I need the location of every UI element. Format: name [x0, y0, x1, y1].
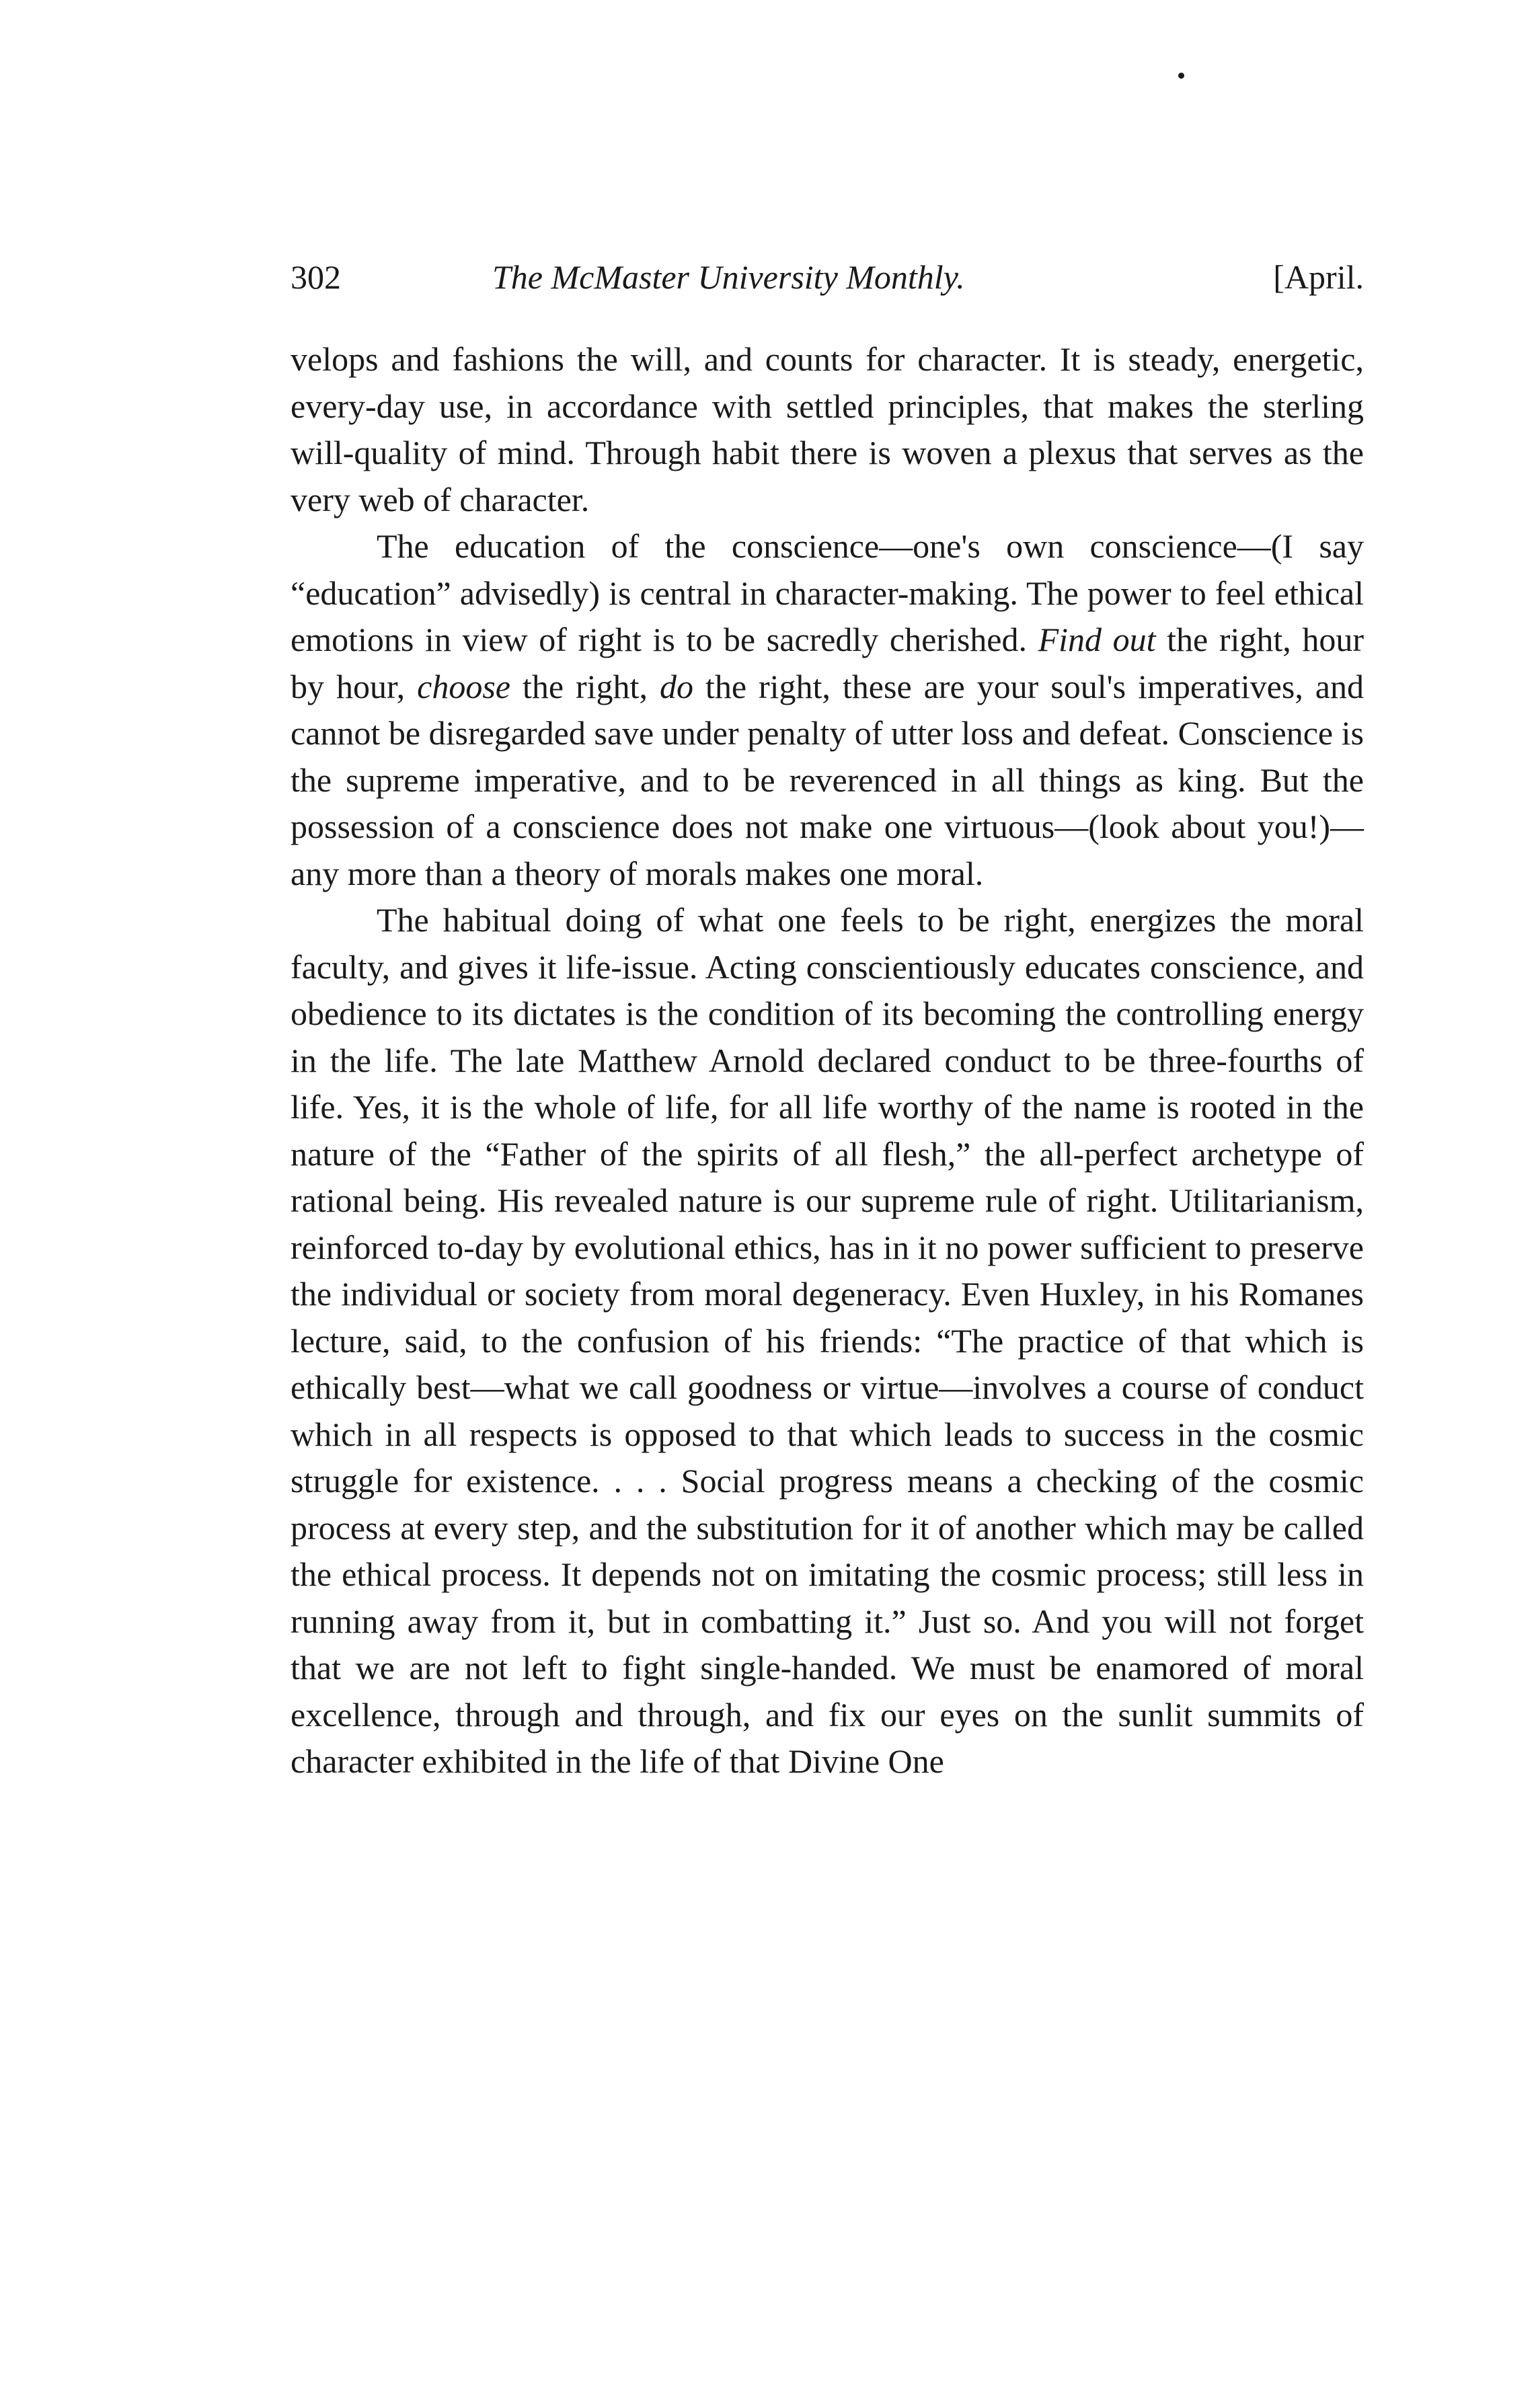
paragraph-2 [291, 523, 1364, 897]
paragraph-1: velops and fashions the will, and counts for character. It is steady, energetic, every-day use, in accordance with settled principles, that makes the sterling will-quality of mind. Through habit there is woven a plexus that serves as the very web of character. [291, 340, 1364, 518]
print-speck [1178, 73, 1184, 79]
journal-title: The McMaster University Monthly. [492, 258, 965, 296]
emphasis-find-out: Find out [1038, 621, 1156, 658]
issue-month: [April. [1273, 258, 1364, 296]
emphasis-do: do [659, 667, 693, 705]
paragraph-3: The habitual doing of what one feels to be right, energizes the moral faculty, and gives it life-issue. Acting conscientiously educates conscience, and obedience to its dictates is the condition of its becoming the controlling energy in the life. The late Matthew Arnold declared conduct to be three-fourths of life. Yes, it is the whole of life, for all life worthy of the name is rooted in the nature of the “Father of the spirits of all flesh,” the all-perfect archetype of rational being. His revealed nature is our supreme rule of right. Utilitarianism, reinforced to-day by evolutional ethics, has in it no power sufficient to preserve the individual or society from moral degeneracy. Even Huxley, in his Romanes lecture, said, to the confusion of his friends: “The practice of that which is ethically best—what we call goodness or virtue—involves a course of conduct which in all respects is opposed to that which leads to success in the cosmic struggle for existence. . . . Social progress means a checking of the cosmic process at every step, and the substitution for it of another which may be called the ethical process. It depends not on imitating the cosmic process; still less in running away from it, but in combatting it.” Just so. And you will not forget that we are not left to fight single-handed. We must be enamored of moral excellence, through and through, and fix our eyes on the sunlit summits of character exhibited in the life of that Divine One [291, 901, 1364, 1780]
paragraph-2-text-3: the right, [522, 667, 648, 705]
paragraph-2-text-4: the right, these are your soul's imperatives, and cannot be disregarded save under penalty of utter loss and defeat. Conscience is the supreme imperative, and to be reverenced in all things as king. But the possession of a conscience does not make one virtuous—(look about you!)—any more than a theory of morals makes one moral. [291, 667, 1364, 892]
paragraph-2-text-2: the right, hour by hour, [291, 621, 1365, 705]
emphasis-choose: choose [417, 667, 510, 705]
article-body [291, 336, 1364, 1785]
running-head [291, 250, 1364, 304]
page-number: 302 [291, 258, 341, 296]
paragraph-2-text-1: The education of the conscience—one's own conscience—(I say “education” advisedly) is central in character-making. The power to feel ethical emotions in view of right is to be sacredly cherished. [291, 527, 1364, 658]
